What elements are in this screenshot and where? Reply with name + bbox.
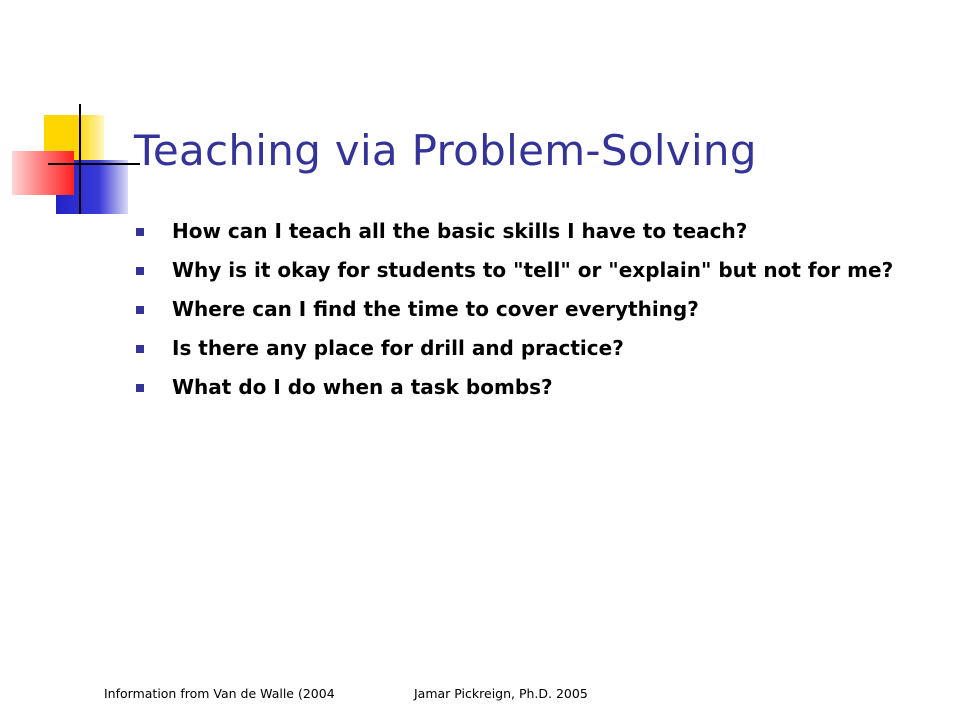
bullet-text: What do I do when a task bombs?: [172, 375, 553, 399]
square-bullet-icon: [136, 267, 144, 275]
bullet-item: [134, 257, 914, 283]
horizontal-line-decoration: [48, 163, 140, 165]
footer-source: Information from Van de Walle (2004: [104, 686, 335, 701]
vertical-line-decoration: [79, 104, 81, 214]
footer-author: Jamar Pickreign, Ph.D. 2005: [414, 686, 588, 701]
bullet-text: Where can I find the time to cover everything?: [172, 297, 699, 321]
square-bullet-icon: [136, 228, 144, 236]
square-bullet-icon: [136, 345, 144, 353]
bullet-item: [134, 335, 914, 361]
bullet-item: [134, 218, 914, 244]
slide-title: Teaching via Problem-Solving: [134, 126, 757, 175]
red-square-decoration: [12, 151, 74, 195]
bullet-list: [134, 218, 914, 413]
square-bullet-icon: [136, 306, 144, 314]
bullet-text: Why is it okay for students to "tell" or "explain" but not for me?: [172, 258, 894, 282]
bullet-text: Is there any place for drill and practice?: [172, 336, 624, 360]
bullet-text: How can I teach all the basic skills I have to teach?: [172, 219, 748, 243]
square-bullet-icon: [136, 384, 144, 392]
bullet-item: [134, 296, 914, 322]
bullet-item: [134, 374, 914, 400]
decorative-logo-blocks: [0, 0, 140, 230]
